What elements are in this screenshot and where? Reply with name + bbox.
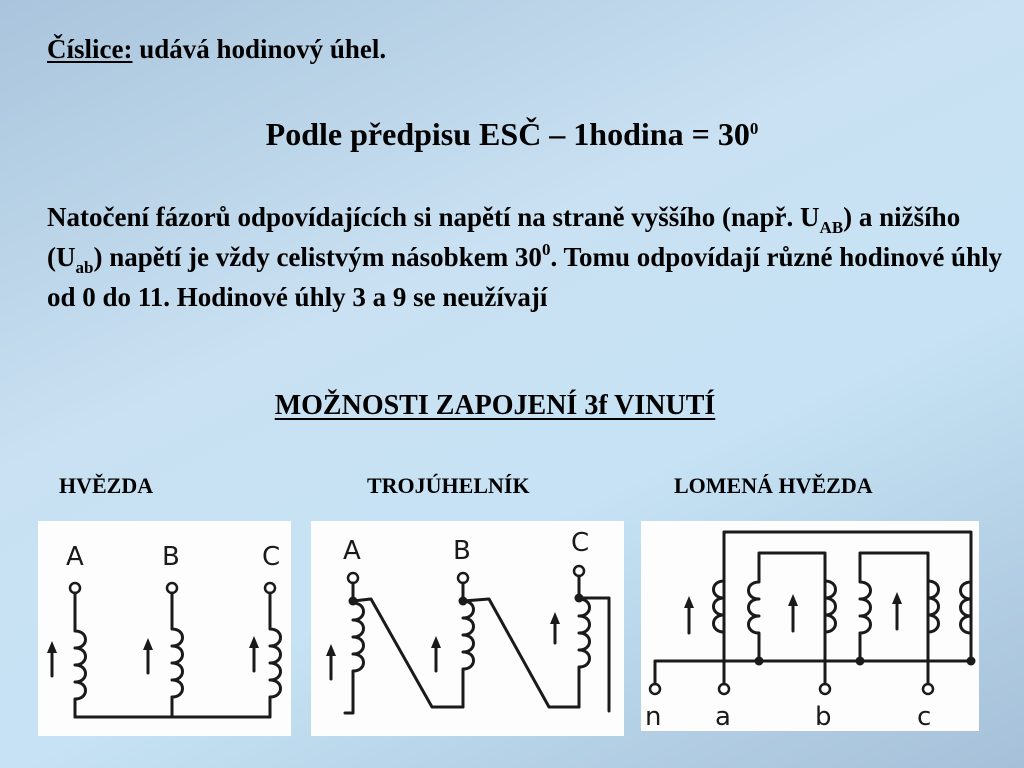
star-terminal-c: C <box>262 542 281 572</box>
star-coil-b <box>172 593 183 717</box>
zigzag-diagram <box>641 521 979 731</box>
para-sub-ab-lower: ab <box>75 258 94 277</box>
zigzag-terminal-a: a <box>715 702 731 731</box>
intro-text: udává hodinový úhel. <box>132 34 387 64</box>
para-part-2: ) a nižšího (U <box>47 202 961 272</box>
para-part-4: . Tomu odpovídají různé hodinové úhly od 0 do 11. Hodinové úhly 3 a 9 se neužívají <box>47 242 1003 312</box>
subtitle-sup: 0 <box>749 119 759 138</box>
section-heading: MOŽNOSTI ZAPOJENÍ 3f VINUTÍ <box>274 390 716 421</box>
delta-terminal-c: C <box>571 528 590 558</box>
delta-terminal-a: A <box>343 536 361 566</box>
star-terminal-b: B <box>162 542 180 572</box>
zigzag-terminal-n: n <box>645 702 662 731</box>
star-coil-a <box>75 593 86 717</box>
delta-diagram-title: TROJÚHELNÍK <box>367 473 530 498</box>
zigzag-coil-c-inner <box>961 582 972 633</box>
para-part-3: ) napětí je vždy celistvým násobkem 30 <box>93 242 542 272</box>
para-sub-ab-upper: AB <box>819 218 844 237</box>
zigzag-coil-b-inner <box>860 553 928 684</box>
subtitle-text: Podle předpisu ESČ – 1hodina = 30 <box>265 116 750 152</box>
delta-terminal-b: B <box>453 536 471 566</box>
para-part-1: Natočení fázorů odpovídajících si napětí na straně vyššího (např. U <box>47 202 820 232</box>
star-diagram <box>38 521 291 736</box>
intro-label: Číslice: <box>47 34 133 64</box>
zigzag-diagram-title: LOMENÁ HVĚZDA <box>674 473 873 498</box>
star-terminal-a: A <box>66 542 84 572</box>
star-diagram-title: HVĚZDA <box>59 473 154 498</box>
zigzag-coil-c-outer <box>928 581 939 632</box>
para-sup-degree: 0 <box>541 240 551 259</box>
delta-diagram <box>311 521 624 736</box>
zigzag-coil-a-outer <box>714 581 725 632</box>
zigzag-terminal-b: b <box>815 702 832 731</box>
description-paragraph <box>47 197 1007 317</box>
star-coil-c <box>270 593 281 717</box>
zigzag-terminal-c: c <box>917 702 932 731</box>
intro-line <box>47 34 386 65</box>
subtitle <box>0 116 1024 153</box>
zigzag-coil-b-outer <box>825 581 836 632</box>
